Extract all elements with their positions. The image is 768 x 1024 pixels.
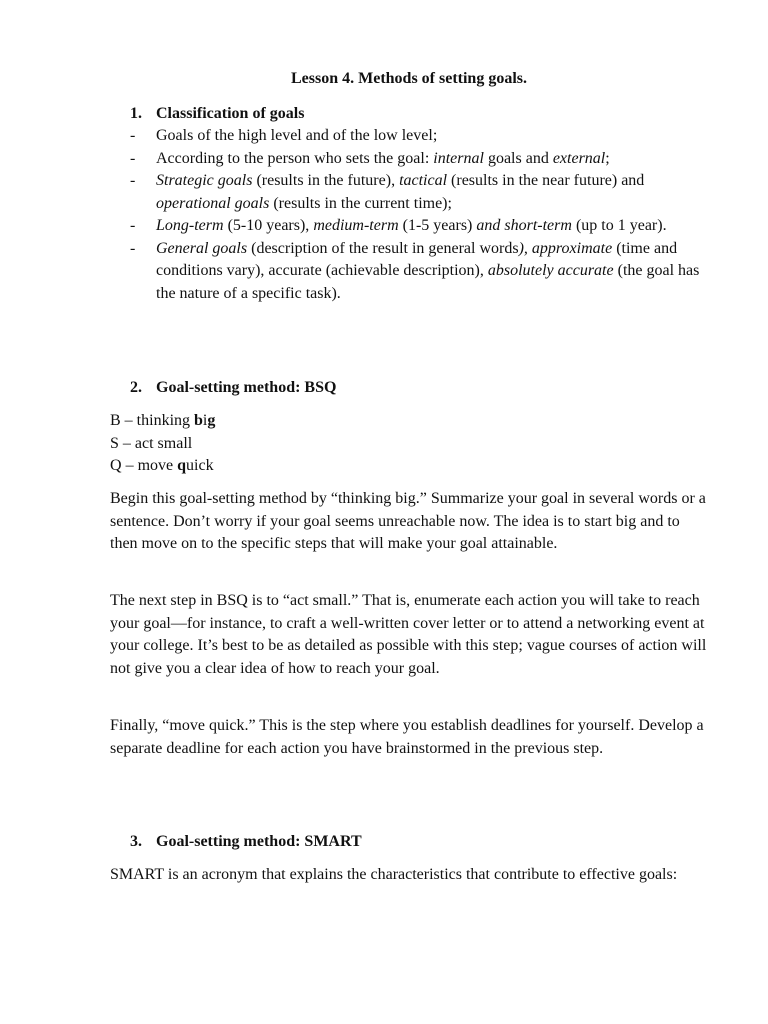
classification-list [130,125,720,305]
bsq-line: B – thinking big [110,412,216,429]
section-2-number: 2. [130,379,142,396]
bsq-paragraph-think-big: Begin this goal-setting method by “thinking big.” Summarize your goal in several words or a sentence. Don’t worry if your goal seems unreachable now. The idea is to start big and to then move on to the specific steps that will make your goal attainable. [110,490,706,552]
bullet-dash: - [130,149,136,167]
smart-intro-paragraph: SMART is an acronym that explains the characteristics that contribute to effective goals: [110,866,678,883]
bsq-paragraph-act-small: The next step in BSQ is to “act small.” That is, enumerate each action you will take to reach your goal—for instance, to craft a well-written cover letter or to attend a networking event at your college. It’s best to be as detailed as possible with this step; vague courses of action will not give you a clear idea of how to reach your goal. [110,592,707,677]
section-3-title: Goal-setting method: SMART [156,833,362,850]
bullet-dash: - [130,127,136,144]
bullet-dash: - [130,217,136,234]
section-3-number: 3. [130,833,142,850]
list-item: - General goals (description of the result in general words), approximate (time and conditions vary), accurate (achievable description), absolutely accurate (the goal has the nature of a specific task). [130,239,700,302]
page-title: Lesson 4. Methods of setting goals. [290,70,527,87]
section-1-title: Classification of goals [156,105,305,122]
bsq-list [110,410,215,478]
list-item: - Goals of the high level and of the low level; [130,125,720,148]
list-item: - According to the person who sets the goal: internal goals and external; [130,148,720,171]
section-1-number: 1. [130,105,142,122]
list-item: - Long-term (5-10 years), medium-term (1-5 years) and short-term (up to 1 year). [130,215,720,238]
bullet-dash: - [130,172,136,189]
section-3-heading [130,832,362,852]
section-2-title: Goal-setting method: BSQ [156,379,337,396]
bsq-line: S – act small [110,434,193,452]
bsq-line: Q – move quick [110,457,214,474]
section-1-heading [130,104,304,124]
section-2-heading [130,378,336,398]
bsq-paragraph-move-quick: Finally, “move quick.” This is the step where you establish deadlines for yourself. Develop a separate deadline for each action you have brainstormed in the previous step. [110,717,704,757]
bullet-dash: - [130,239,136,257]
list-item: - Strategic goals (results in the future), tactical (results in the near future) and operational goals (results in the current time); [130,172,645,212]
